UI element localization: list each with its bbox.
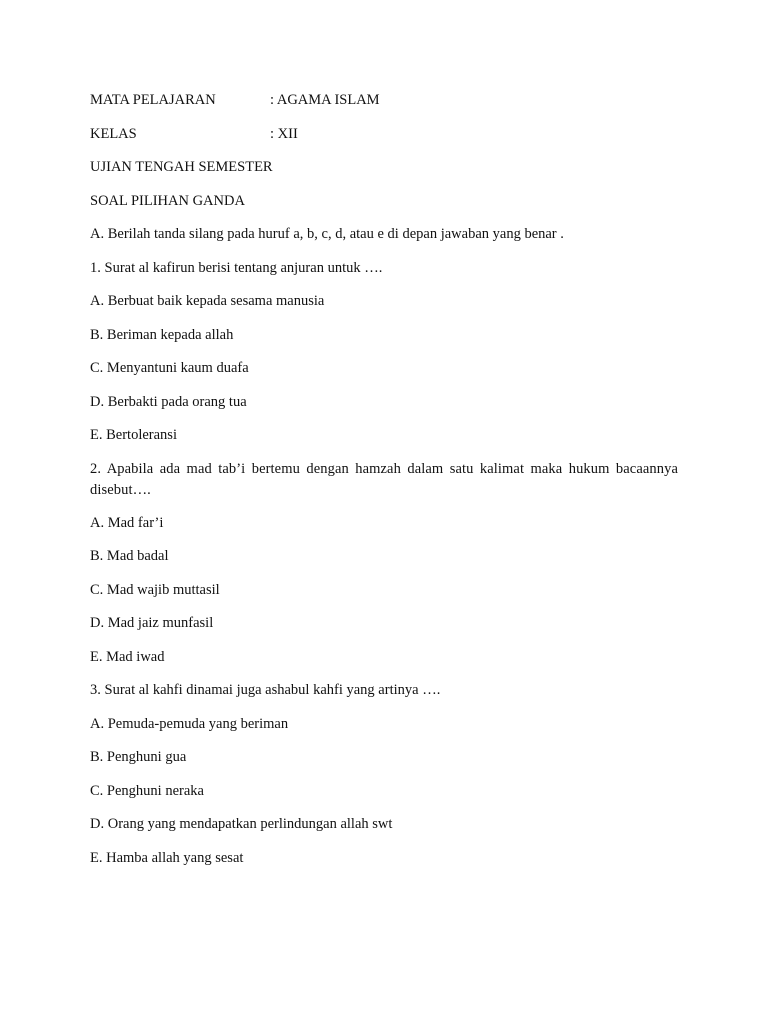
question-2-option-e: E. Mad iwad	[90, 648, 165, 665]
subject-row	[90, 90, 678, 110]
question-1-option-a: A. Berbuat baik kepada sesama manusia	[90, 293, 325, 309]
question-3-option-c: C. Penghuni neraka	[90, 782, 204, 799]
question-1-text: 1. Surat al kafirun berisi tentang anjuran untuk ….	[90, 259, 383, 276]
exam-title: UJIAN TENGAH SEMESTER	[90, 159, 273, 175]
question-1-option-c: C. Menyantuni kaum duafa	[90, 360, 249, 376]
question-2-option-d: D. Mad jaiz munfasil	[90, 615, 214, 631]
class-value: : XII	[270, 125, 298, 142]
question-2-option-a: A. Mad far’i	[90, 514, 164, 531]
section-title: SOAL PILIHAN GANDA	[90, 192, 245, 209]
document-page	[90, 90, 678, 881]
class-row	[90, 124, 678, 144]
question-3-option-a: A. Pemuda-pemuda yang beriman	[90, 715, 289, 732]
subject-label: MATA PELAJARAN	[90, 92, 216, 108]
question-1-option-d: D. Berbakti pada orang tua	[90, 393, 247, 410]
question-3-option-e: E. Hamba allah yang sesat	[90, 849, 244, 866]
subject-value: : AGAMA ISLAM	[270, 92, 380, 108]
question-2-option-c: C. Mad wajib muttasil	[90, 581, 220, 598]
question-3-text: 3. Surat al kahfi dinamai juga ashabul kahfi yang artinya ….	[90, 682, 441, 698]
class-label: KELAS	[90, 125, 137, 142]
question-3-option-b: B. Penghuni gua	[90, 749, 187, 765]
instruction-text: A. Berilah tanda silang pada huruf a, b, c, d, atau e di depan jawaban yang benar .	[90, 226, 564, 242]
question-2-option-b: B. Mad badal	[90, 548, 169, 564]
question-1-option-e: E. Bertoleransi	[90, 427, 177, 443]
question-2-text: 2. Apabila ada mad tab’i bertemu dengan hamzah dalam satu kalimat maka hukum bacaannya disebut….	[90, 460, 678, 498]
question-1-option-b: B. Beriman kepada allah	[90, 326, 234, 343]
question-3-option-d: D. Orang yang mendapatkan perlindungan allah swt	[90, 816, 393, 832]
